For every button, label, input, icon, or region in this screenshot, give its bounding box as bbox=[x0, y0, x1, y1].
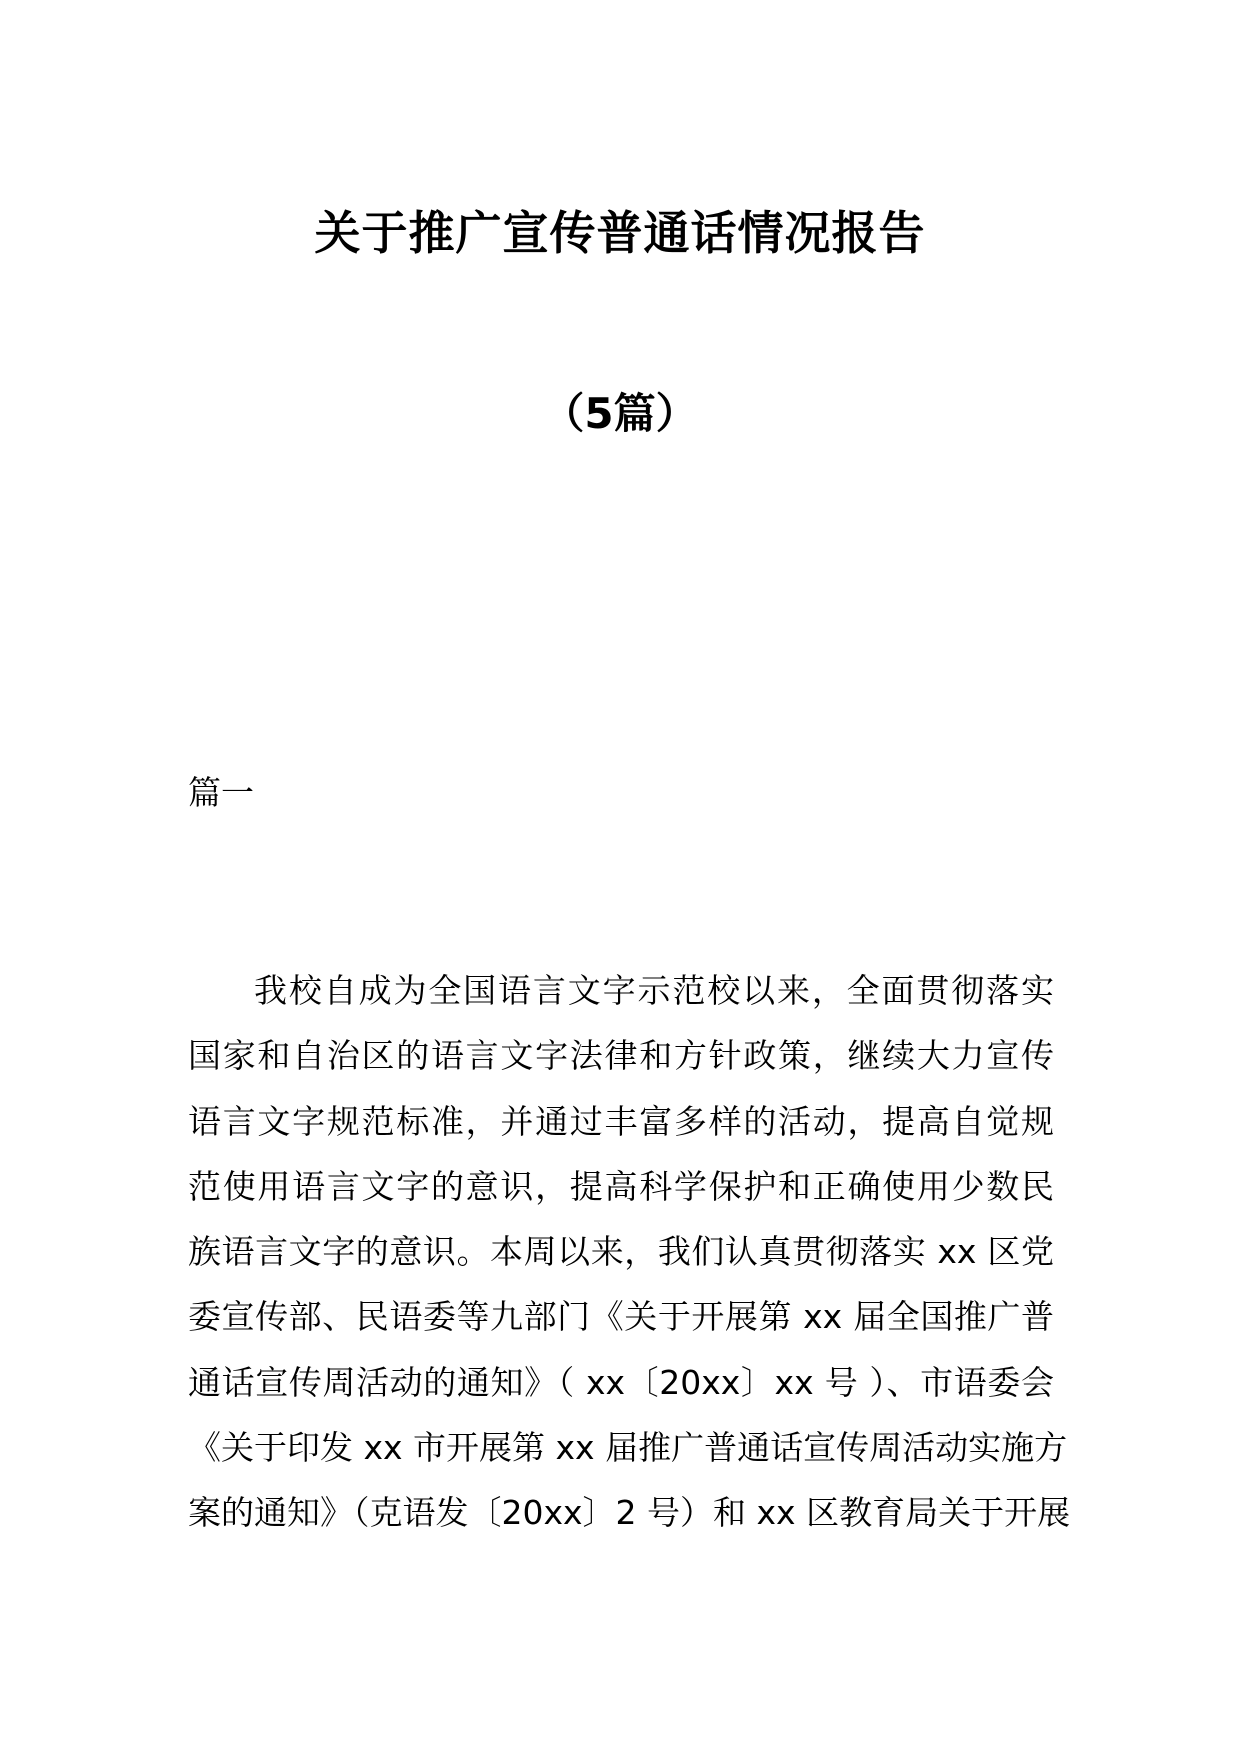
body-line: 通话宣传周活动的通知》（ xx〔20xx〕xx 号 ）、市语委会 bbox=[188, 1362, 1054, 1402]
body-line: 范使用语言文字的意识，提高科学保护和正确使用少数民 bbox=[188, 1166, 1054, 1206]
body-line: 族语言文字的意识。本周以来，我们认真贯彻落实 xx 区党 bbox=[188, 1232, 1054, 1272]
body-paragraph bbox=[188, 958, 1071, 1546]
body-line: 案的通知》（克语发〔20xx〕2 号）和 xx 区教育局关于开展 bbox=[188, 1493, 1071, 1533]
body-line: 委宣传部、民语委等九部门《关于开展第 xx 届全国推广普 bbox=[188, 1297, 1054, 1337]
document-subtitle: （5篇） bbox=[542, 389, 698, 438]
section-heading: 篇一 bbox=[188, 773, 254, 812]
body-line: 语言文字规范标准，并通过丰富多样的活动，提高自觉规 bbox=[188, 1101, 1054, 1141]
body-line: 国家和自治区的语言文字法律和方针政策，继续大力宣传 bbox=[188, 1036, 1054, 1076]
body-line: 《关于印发 xx 市开展第 xx 届推广普通话宣传周活动实施方 bbox=[188, 1428, 1068, 1468]
document-title: 关于推广宣传普通话情况报告 bbox=[314, 206, 926, 260]
body-line: 我校自成为全国语言文字示范校以来，全面贯彻落实 bbox=[254, 971, 1054, 1010]
